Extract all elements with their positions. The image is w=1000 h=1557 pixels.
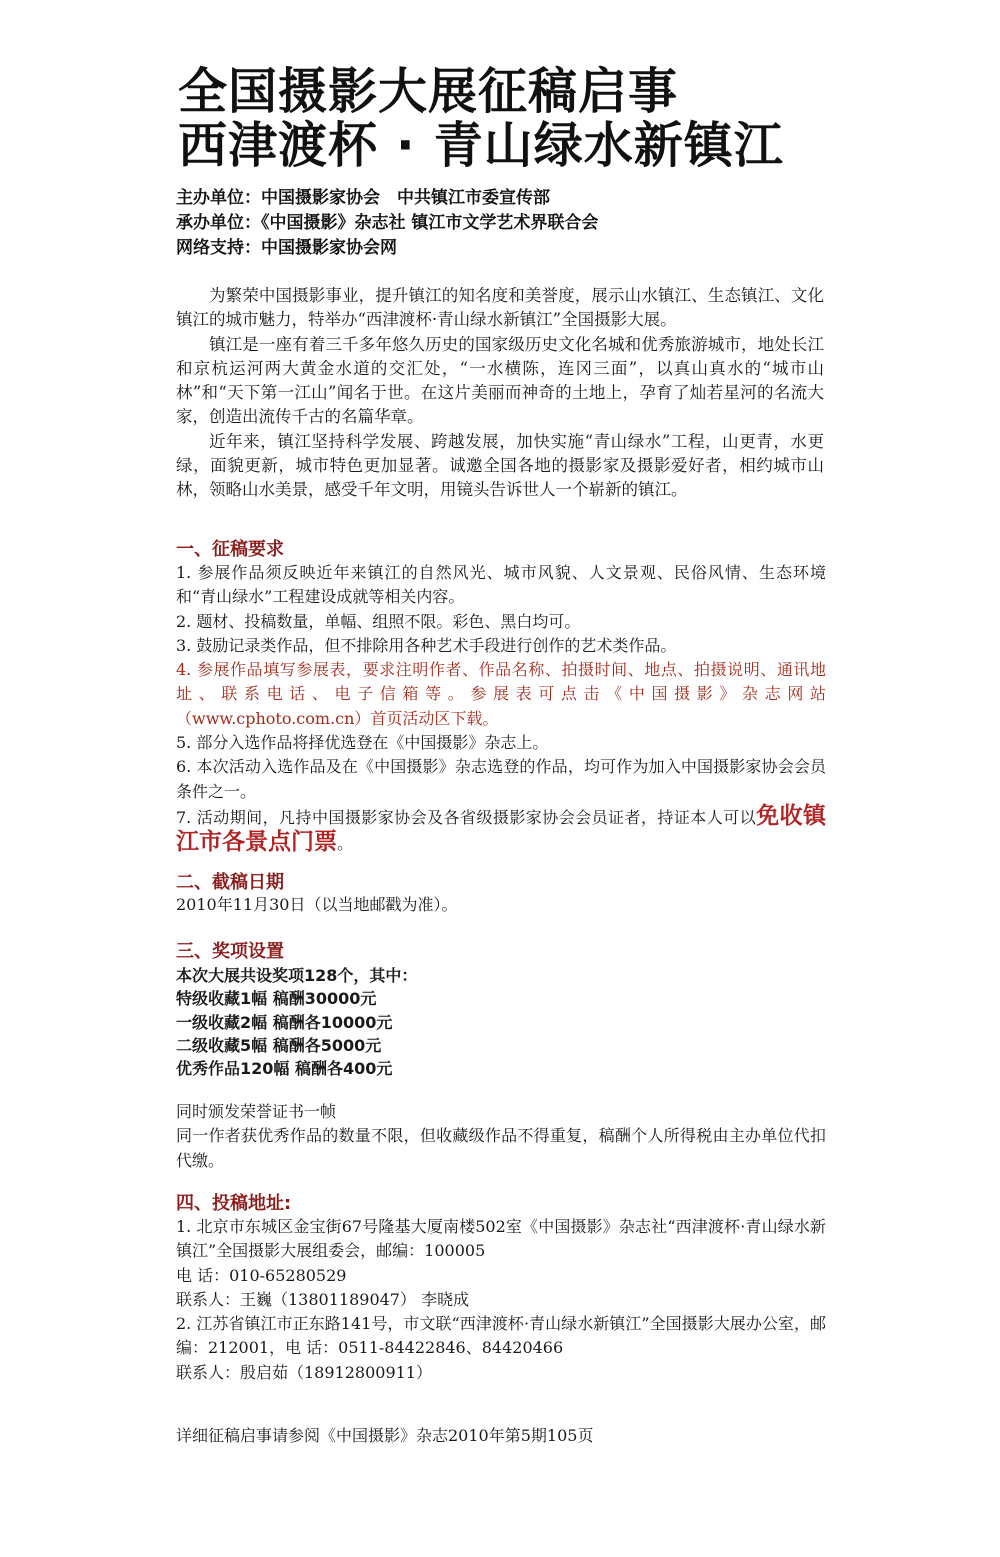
item7-suffix: 。 — [337, 834, 354, 854]
award-item: 优秀作品120幅 稿酬各400元 — [176, 1059, 393, 1079]
list-item: 5. 部分入选作品将择优选登在《中国摄影》杂志上。 — [176, 733, 549, 753]
section-title-deadline: 二、截稿日期 — [176, 872, 284, 893]
list-item: 6. 本次活动入选作品及在《中国摄影》杂志选登的作品，均可作为加入中国摄影家协会会员条件之一。 — [176, 757, 826, 801]
footer-reference: 详细征稿启事请参阅《中国摄影》杂志2010年第5期105页 — [176, 1426, 594, 1445]
sub-title: 西津渡杯 · 青山绿水新镇江 — [178, 117, 784, 174]
list-item — [176, 804, 826, 857]
requirements-list — [176, 561, 826, 857]
network-support: 网络支持：中国摄影家协会网 — [176, 238, 397, 258]
intro-paragraph: 为繁荣中国摄影事业，提升镇江的知名度和美誉度，展示山水镇江、生态镇江、文化镇江的城市魅力，特举办“西津渡杯·青山绿水新镇江”全国摄影大展。 — [176, 286, 824, 330]
award-note: 同时颁发荣誉证书一帧 — [176, 1102, 337, 1121]
address-line: 2. 江苏省镇江市正东路141号，市文联“西津渡杯·青山绿水新镇江”全国摄影大展办公室，邮编：212001，电 话：0511-84422846、84420466 — [176, 1314, 826, 1358]
list-item-highlighted: 4. 参展作品填写参展表，要求注明作者、作品名称、拍摄时间、地点、拍摄说明、通讯地址、联系电话、电子信箱等。参展表可点击《中国摄影》杂志网站（www.cphoto.com.cn）首页活动区下载。 — [176, 660, 826, 728]
intro-paragraph: 近年来，镇江坚持科学发展、跨越发展，加快实施“青山绿水”工程，山更青，水更绿，面貌更新，城市特色更加显著。诚邀全国各地的摄影家及摄影爱好者，相约城市山林，领略山水美景，感受千年文明，用镜头告诉世人一个崭新的镇江。 — [176, 431, 824, 500]
list-item: 1. 参展作品须反映近年来镇江的自然风光、城市风貌、人文景观、民俗风情、生态环境和“青山绿水”工程建设成就等相关内容。 — [176, 563, 826, 607]
deadline-text — [176, 893, 826, 917]
section-title-awards: 三、奖项设置 — [176, 941, 284, 962]
list-item: 2. 题材、投稿数量，单幅、组照不限。彩色、黑白均可。 — [176, 611, 581, 631]
intro-text — [176, 284, 824, 503]
award-item: 特级收藏1幅 稿酬30000元 — [176, 989, 377, 1009]
awards-list — [176, 964, 417, 1080]
deadline-date: 2010年11月30日（以当地邮戳为准）。 — [176, 895, 458, 914]
item7-text: 7. 活动期间，凡持中国摄影家协会及各省级摄影家协会会员证者，持证本人可以 — [176, 807, 757, 827]
contact-line: 联系人：殷启茹（18912800911） — [176, 1362, 432, 1382]
contact-line: 联系人：王巍（13801189047） 李晓成 — [176, 1289, 470, 1309]
main-title: 全国摄影大展征稿启事 — [178, 63, 679, 120]
section-title-address: 四、投稿地址: — [176, 1193, 292, 1214]
co-organizer: 承办单位：《中国摄影》杂志社 镇江市文学艺术界联合会 — [176, 213, 599, 233]
intro-paragraph: 镇江是一座有着三千多年悠久历史的国家级历史文化名城和优秀旅游城市，地处长江和京杭运河两大黄金水道的交汇处，“一水横陈，连冈三面”，以真山真水的“城市山林”和“天下第一江山”闻名于世。在这片美丽而神奇的土地上，孕育了灿若星河的名流大家，创造出流传千古的名篇华章。 — [176, 334, 824, 427]
host-organizer: 主办单位：中国摄影家协会 中共镇江市委宣传部 — [176, 188, 550, 208]
awards-notes — [176, 1100, 826, 1173]
free-ticket-highlight: 免收镇江市各景点门票 — [176, 802, 826, 856]
organizers-block — [176, 186, 598, 261]
awards-summary: 本次大展共设奖项128个，其中： — [176, 966, 418, 985]
phone-line: 电 话：010-65280529 — [176, 1265, 347, 1285]
list-item: 3. 鼓励记录类作品，但不排除用各种艺术手段进行创作的艺术类作品。 — [176, 635, 677, 655]
section-title-requirements: 一、征稿要求 — [176, 539, 284, 560]
award-note: 同一作者获优秀作品的数量不限，但收藏级作品不得重复，稿酬个人所得税由主办单位代扣代缴。 — [176, 1126, 826, 1170]
award-item: 二级收藏5幅 稿酬各5000元 — [176, 1035, 382, 1055]
address-list — [176, 1215, 826, 1385]
address-line: 1. 北京市东城区金宝街67号隆基大厦南楼502室《中国摄影》杂志社“西津渡杯·青山绿水新镇江”全国摄影大展组委会，邮编：100005 — [176, 1217, 826, 1261]
award-item: 一级收藏2幅 稿酬各10000元 — [176, 1012, 393, 1032]
